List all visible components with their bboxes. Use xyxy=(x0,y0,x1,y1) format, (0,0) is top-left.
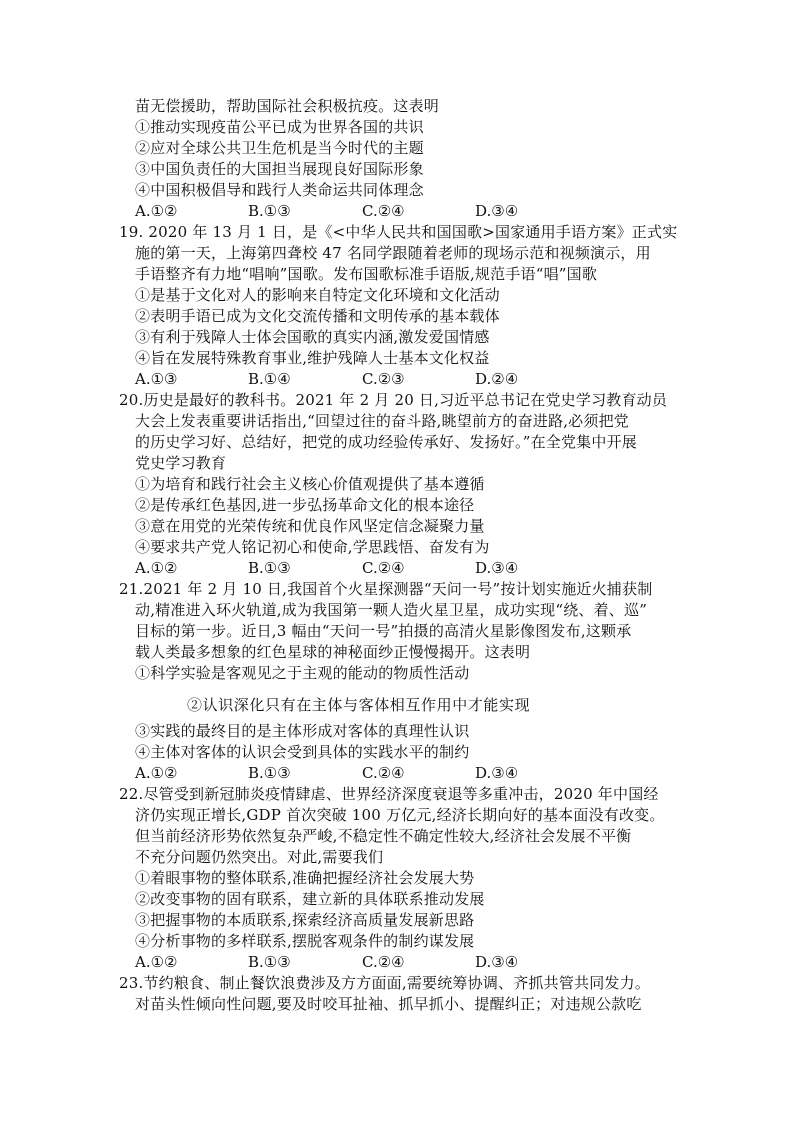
q22-item-3: ③把握事物的本质联系,探索经济高质量发展新思路 xyxy=(135,911,475,929)
q23-stem-line-2: 对苗头性倾向性问题,要及时咬耳扯袖、抓早抓小、提醒纠正；对违规公款吃 xyxy=(135,995,642,1013)
q21-stem-line-2: 动,精准进入环火轨道,成为我国第一颗人造火星卫星，成功实现“绕、着、巡” xyxy=(135,601,648,619)
q19-stem-line-2: 施的第一天，上海第四聋校 47 名同学跟随着老师的现场示范和视频演示，用 xyxy=(135,244,651,262)
option-c: C.②④ xyxy=(362,202,405,220)
q21-item-1: ①科学实验是客观见之于主观的能动的物质性活动 xyxy=(135,664,470,682)
option-d: D.②④ xyxy=(475,370,519,388)
q21-stem-line-1: 21.2021 年 2 月 10 日,我国首个火星探测器“天问一号”按计划实施近火捕获制 xyxy=(119,580,653,598)
q18-item-1: ①推动实现疫苗公平已成为世界各国的共识 xyxy=(135,118,424,136)
q21-item-4: ④主体对客体的认识会受到具体的实践水平的制约 xyxy=(135,743,470,761)
q21-stem-line-3: 目标的第一步。近日,3 幅由“天问一号”拍摄的高清火星影像图发布,这颗承 xyxy=(135,622,632,640)
option-c: C.②④ xyxy=(362,764,405,782)
option-c: C.②④ xyxy=(362,559,405,577)
q21-stem-line-4: 载人类最多想象的红色星球的神秘面纱正慢慢揭开。这表明 xyxy=(135,643,531,661)
q21-item-3: ③实践的最终目的是主体形成对客体的真理性认识 xyxy=(135,722,470,740)
option-a: A.①③ xyxy=(135,370,178,388)
q20-item-2: ②是传承红色基因,进一步弘扬革命文化的根本途径 xyxy=(135,496,475,514)
q19-item-3: ③有利于残障人士体会国歌的真实内涵,激发爱国情感 xyxy=(135,328,490,346)
q22-stem-line-4: 不充分问题仍然突出。对此,需要我们 xyxy=(135,848,384,866)
q18-item-4: ④中国积极倡导和践行人类命运共同体理念 xyxy=(135,181,424,199)
option-b: B.①③ xyxy=(248,202,291,220)
q21-item-2: ②认识深化只有在主体与客体相互作用中才能实现 xyxy=(187,696,531,714)
option-b: B.①③ xyxy=(248,764,291,782)
q19-item-4: ④旨在发展特殊教育事业,维护残障人士基本文化权益 xyxy=(135,349,490,367)
q22-item-4: ④分析事物的多样联系,摆脱客观条件的制约谋发展 xyxy=(135,932,475,950)
q18-stem-end: 苗无偿援助，帮助国际社会积极抗疫。这表明 xyxy=(135,97,440,115)
option-c: C.②④ xyxy=(362,953,405,971)
q19-item-2: ②表明手语已成为文化交流传播和文明传承的基本载体 xyxy=(135,307,500,325)
option-a: A.①② xyxy=(135,559,178,577)
option-c: C.②③ xyxy=(362,370,405,388)
option-a: A.①② xyxy=(135,953,178,971)
q20-item-1: ①为培育和践行社会主义核心价值观提供了基本遵循 xyxy=(135,475,485,493)
q20-stem-line-1: 20.历史是最好的教科书。2021 年 2 月 20 日,习近平总书记在党史学习教育动员 xyxy=(119,391,668,409)
q22-stem-line-2: 济仍实现正增长,GDP 首次突破 100 万亿元,经济长期向好的基本面没有改变。 xyxy=(135,806,665,824)
option-d: D.③④ xyxy=(475,764,519,782)
q22-stem-line-1: 22.尽管受到新冠肺炎疫情肆虐、世界经济深度衰退等多重冲击，2020 年中国经 xyxy=(119,785,659,803)
q19-stem-line-1: 19. 2020 年 13 月 1 日，是《<中华人民共和国国歌>国家通用手语方案》正式实 xyxy=(119,223,678,241)
option-a: A.①② xyxy=(135,202,178,220)
q19-stem-line-3: 手语整齐有力地“唱响”国歌。发布国歌标准手语版,规范手语“唱”国歌 xyxy=(135,265,598,283)
option-b: B.①③ xyxy=(248,559,291,577)
q22-item-2: ②改变事物的固有联系，建立新的具体联系推动发展 xyxy=(135,890,485,908)
option-d: D.③④ xyxy=(475,202,519,220)
option-d: D.③④ xyxy=(475,953,519,971)
q22-item-1: ①着眼事物的整体联系,准确把握经济社会发展大势 xyxy=(135,869,475,887)
q18-item-3: ③中国负责任的大国担当展现良好国际形象 xyxy=(135,160,424,178)
q18-item-2: ②应对全球公共卫生危机是当今时代的主题 xyxy=(135,139,424,157)
q20-item-3: ③意在用党的光荣传统和优良作风坚定信念凝聚力量 xyxy=(135,517,485,535)
option-b: B.①③ xyxy=(248,953,291,971)
q19-item-1: ①是基于文化对人的影响来自特定文化环境和文化活动 xyxy=(135,286,500,304)
option-a: A.①② xyxy=(135,764,178,782)
q23-stem-line-1: 23.节约粮食、制止餐饮浪费涉及方方面面,需要统筹协调、齐抓共管共同发力。 xyxy=(119,974,651,992)
option-b: B.①④ xyxy=(248,370,291,388)
q22-stem-line-3: 但当前经济形势依然复杂严峻,不稳定性不确定性较大,经济社会发展不平衡 xyxy=(135,827,632,845)
q20-item-4: ④要求共产党人铭记初心和使命,学思践悟、奋发有为 xyxy=(135,538,490,556)
q20-stem-line-4: 党史学习教育 xyxy=(135,454,227,472)
option-d: D.③④ xyxy=(475,559,519,577)
q20-stem-line-3: 的历史学习好、总结好，把党的成功经验传承好、发扬好。”在全党集中开展 xyxy=(135,433,637,451)
q20-stem-line-2: 大会上发表重要讲话指出,“回望过往的奋斗路,眺望前方的奋进路,必须把党 xyxy=(135,412,629,430)
